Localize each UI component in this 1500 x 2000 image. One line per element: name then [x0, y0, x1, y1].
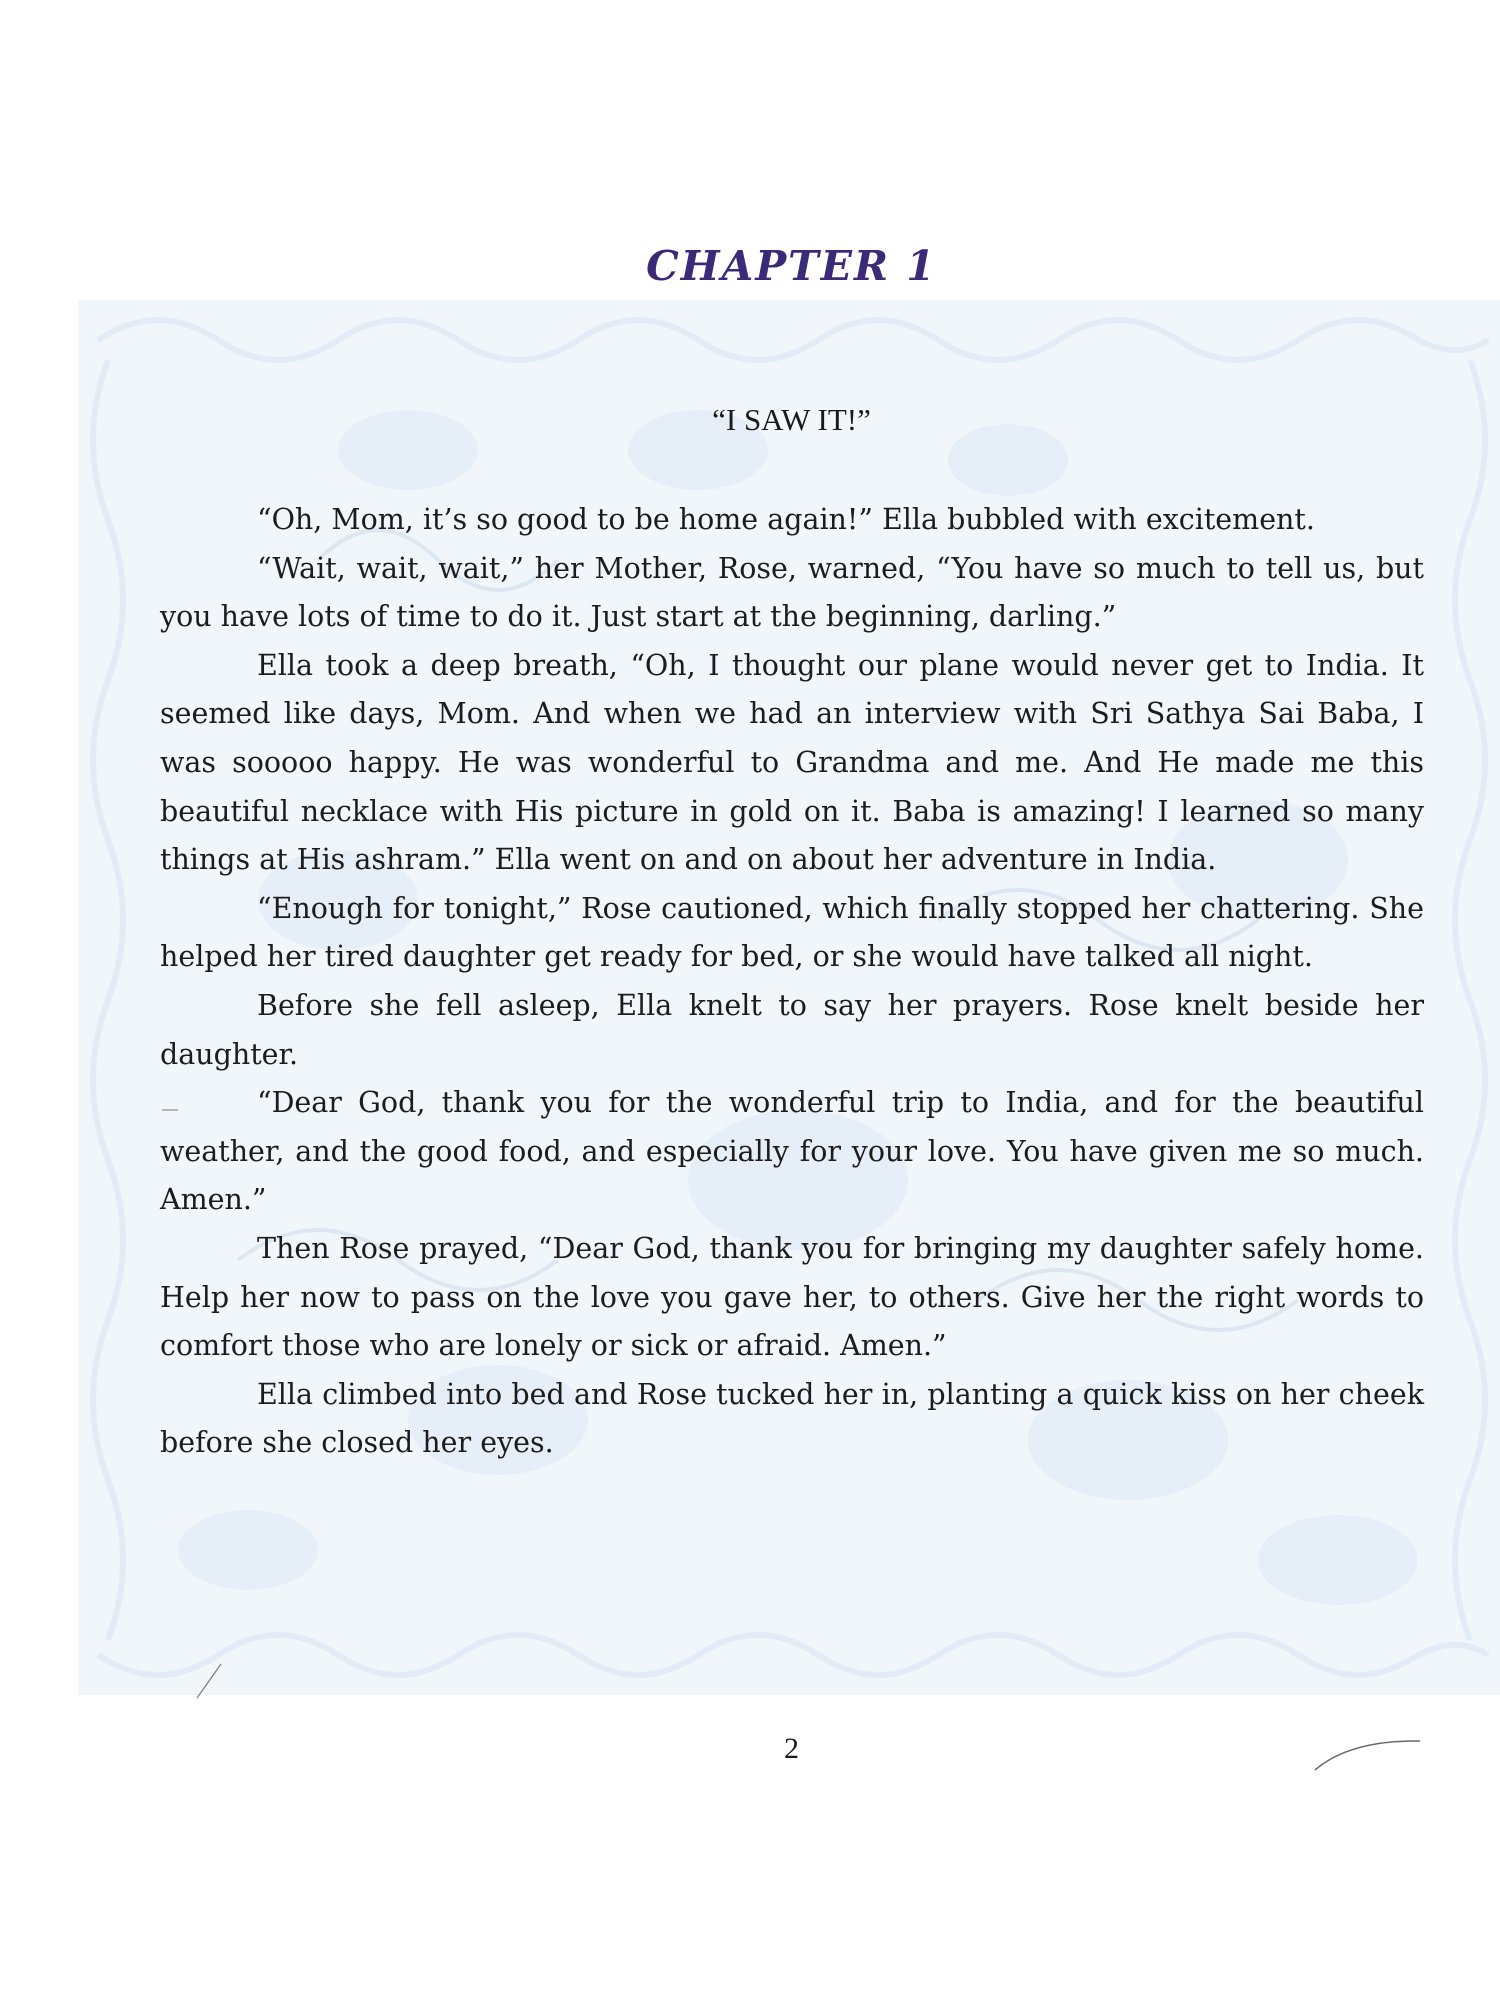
paragraph: Ella took a deep breath, “Oh, I thought our plane would never get to India. It seemed like days, Mom. And when we had an interview with Sri Sathya Sai Baba, I was sooooo happy. He was wonderful to Grandma and me. And He made me this beautiful necklace with His picture in gold on it. Baba is amazing! I learned so many things at His ashram.” Ella went on and on about her adventure in India. [160, 648, 1424, 877]
paragraph: Ella climbed into bed and Rose tucked her in, planting a quick kiss on her cheek before she closed her eyes. [160, 1377, 1424, 1460]
paragraph: “Oh, Mom, it’s so good to be home again!” Ella bubbled with excitement. [257, 503, 1315, 536]
scan-artifact [195, 1660, 225, 1700]
scan-artifact [1310, 1735, 1430, 1775]
chapter-title: CHAPTER 1 [646, 242, 937, 290]
paragraph: “Dear God, thank you for the wonderful trip to India, and for the beautiful weather, and the good food, and especially for your love. You have given me so much. Amen.” [160, 1086, 1424, 1217]
paragraph: Then Rose prayed, “Dear God, thank you for bringing my daughter safely home. Help her now to pass on the love you gave her, to others. Give her the right words to comfort those who are lonely or sick or afraid. Amen.” [160, 1231, 1424, 1363]
section-title: “I SAW IT!” [712, 402, 871, 437]
paragraph: “Enough for tonight,” Rose cautioned, which finally stopped her chattering. She helped her tired daughter get ready for bed, or she would have talked all night. [160, 891, 1424, 974]
scan-artifact [160, 1100, 200, 1120]
paragraph: Before she fell asleep, Ella knelt to say her prayers. Rose knelt beside her daughter. [160, 988, 1424, 1071]
body-text [160, 496, 1424, 1468]
page-number: 2 [784, 1732, 799, 1765]
paragraph: “Wait, wait, wait,” her Mother, Rose, warned, “You have so much to tell us, but you have lots of time to do it. Just start at the beginning, darling.” [160, 551, 1424, 634]
